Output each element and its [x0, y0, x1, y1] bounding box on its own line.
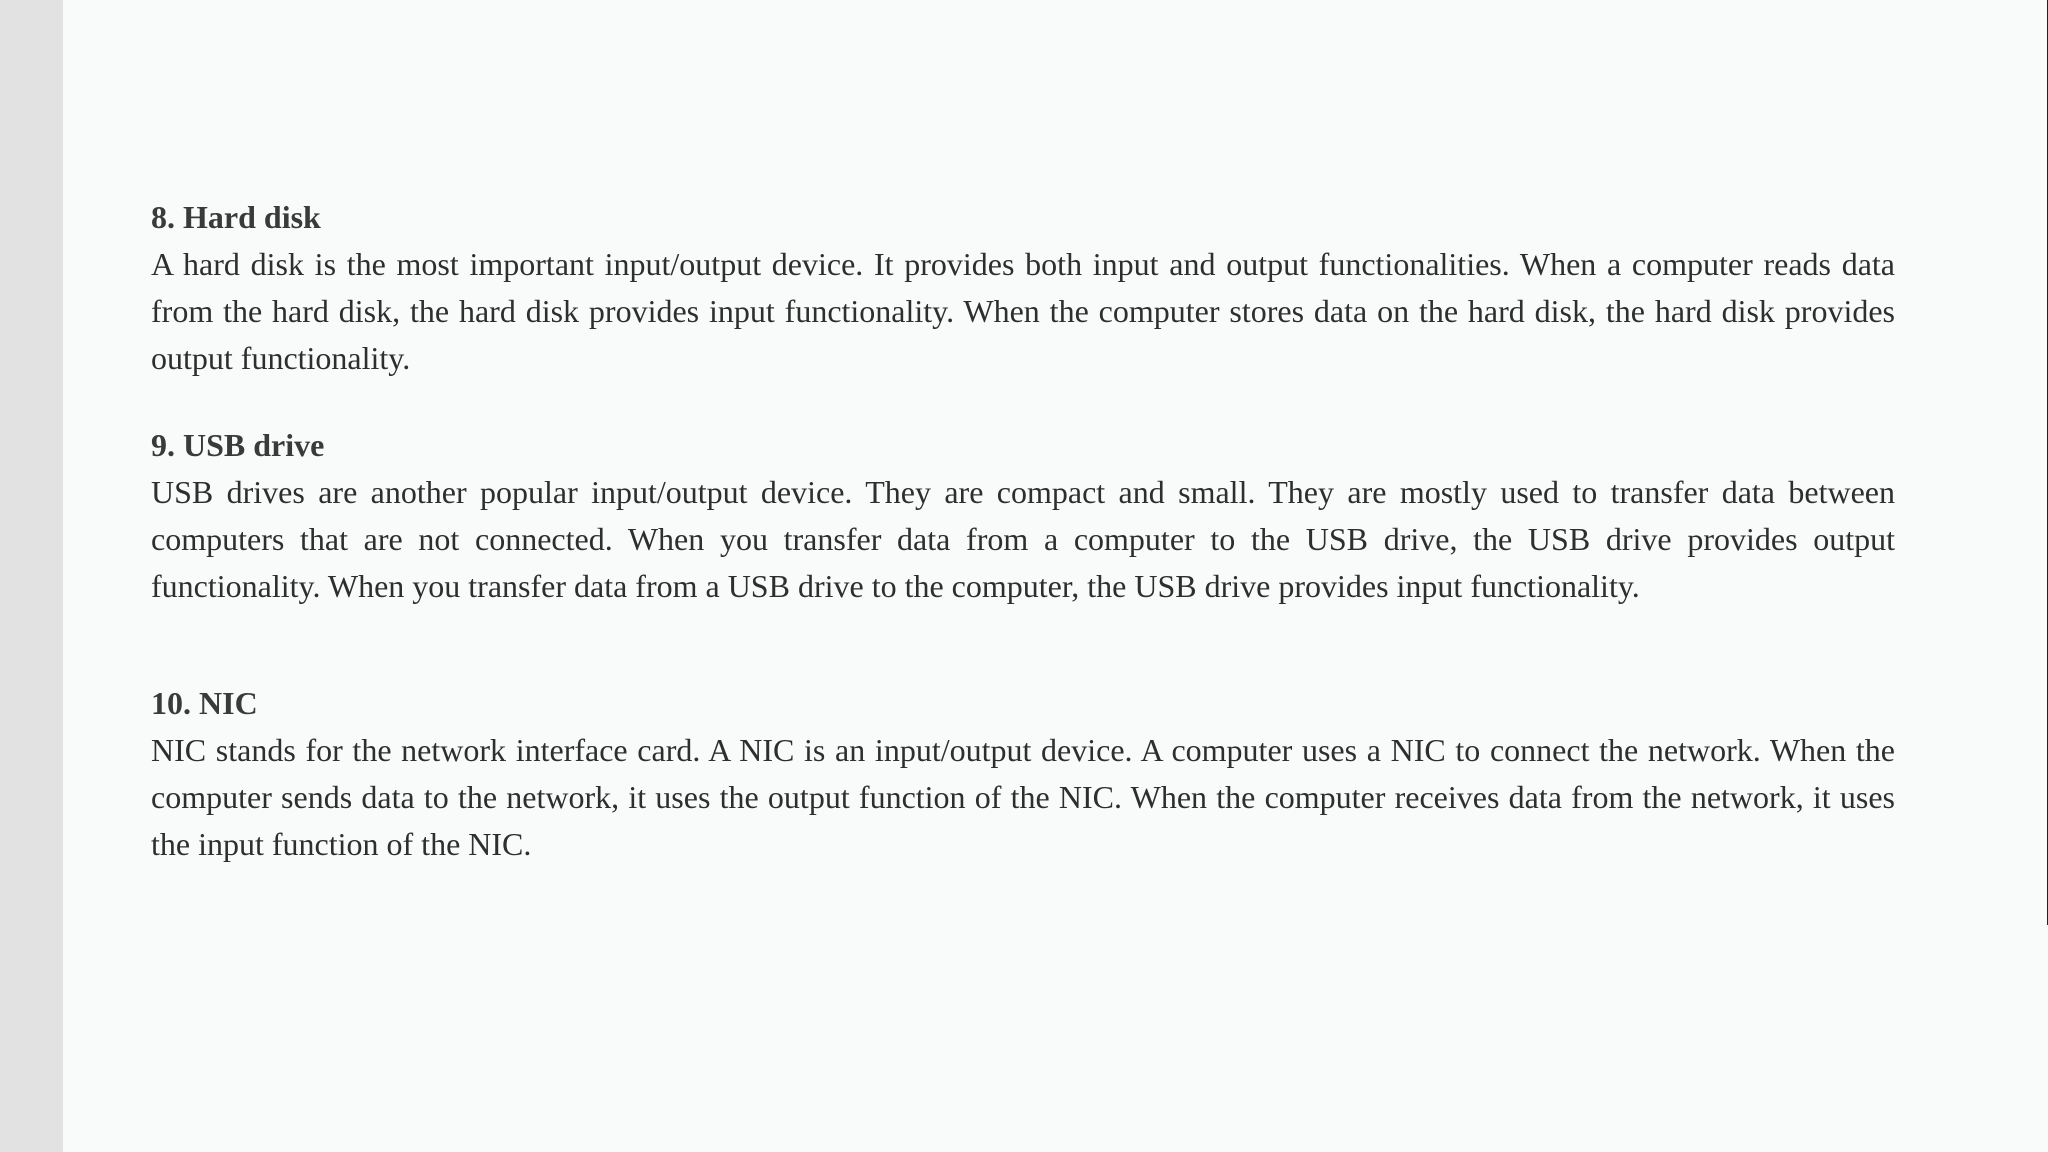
section-paragraph: A hard disk is the most important input/output device. It provides both input and output functionalities. When a computer reads data from the hard disk, the hard disk provides input functionality. When the computer stores data on the hard disk, the hard disk provides output functionality.: [151, 246, 1895, 376]
section-heading: 9. USB drive: [151, 427, 325, 463]
section-paragraph: NIC stands for the network interface card. A NIC is an input/output device. A computer uses a NIC to connect the network. When the computer sends data to the network, it uses the output function of the NIC. When the computer receives data from the network, it uses the input function of the NIC.: [151, 732, 1895, 862]
section-nic: [151, 680, 1895, 868]
section-heading: 10. NIC: [151, 685, 258, 721]
left-gutter: [0, 0, 63, 1152]
section-hard-disk: [151, 194, 1895, 382]
section-usb-drive: [151, 422, 1895, 610]
section-paragraph: USB drives are another popular input/output device. They are compact and small. They are mostly used to transfer data between computers that are not connected. When you transfer data from a computer to the USB drive, the USB drive provides output functionality. When you transfer data from a USB drive to the computer, the USB drive provides input functionality.: [151, 474, 1895, 604]
section-heading: 8. Hard disk: [151, 199, 321, 235]
